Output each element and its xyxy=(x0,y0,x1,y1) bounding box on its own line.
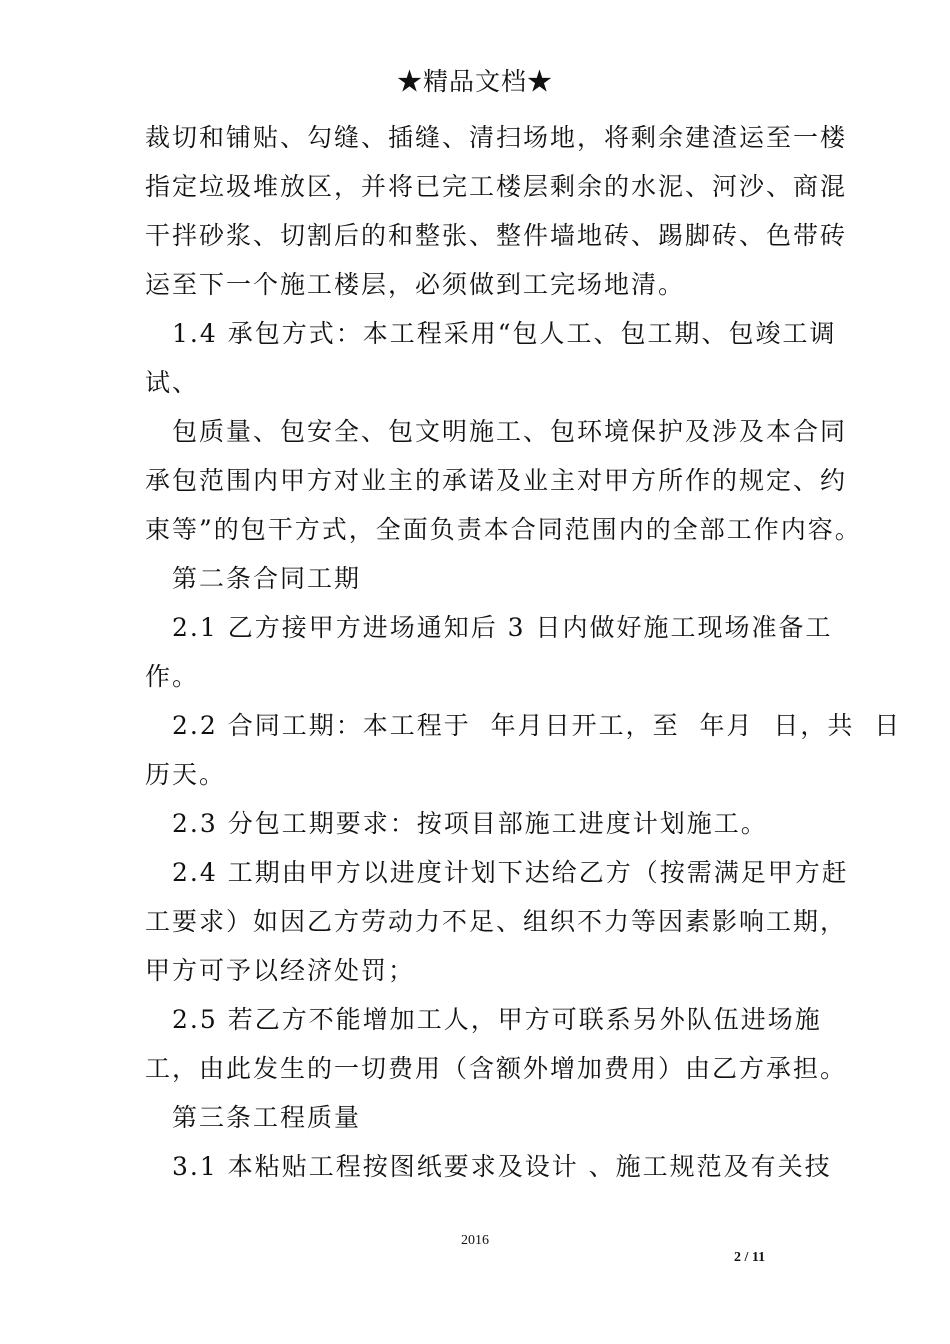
section-heading: 第二条合同工期 xyxy=(172,564,362,593)
text-line: 1.4 承包方式：本工程采用“包人工、包工期、包竣工调 xyxy=(172,319,837,348)
text-line: 工，由此发生的一切费用（含额外增加费用）由乙方承担。 xyxy=(145,1054,848,1083)
text-line: 2.5 若乙方不能增加工人，甲方可联系另外队伍进场施 xyxy=(172,1005,822,1034)
text-line: 2.1 乙方接甲方进场通知后 3 日内做好施工现场准备工 xyxy=(172,613,833,642)
text-line: 指定垃圾堆放区，并将已完工楼层剩余的水泥、河沙、商混 xyxy=(145,172,848,201)
document-body xyxy=(145,113,902,1191)
text-line: 运至下一个施工楼层，必须做到工完场地清。 xyxy=(145,270,686,299)
text-line: 作。 xyxy=(145,662,200,691)
document-header-title: ★精品文档★ xyxy=(396,67,553,96)
text-line: 干拌砂浆、切割后的和整张、整件墙地砖、踢脚砖、色带砖 xyxy=(145,221,848,250)
text-line: 承包范围内甲方对业主的承诺及业主对甲方所作的规定、约 xyxy=(145,466,848,495)
text-line: 工要求）如因乙方劳动力不足、组织不力等因素影响工期， xyxy=(145,907,848,936)
text-line: 2.2 合同工期：本工程于 年月日开工，至 年月 日，共 日 xyxy=(172,711,902,740)
text-line: 2.3 分包工期要求：按项目部施工进度计划施工。 xyxy=(172,809,768,838)
text-line: 3.1 本粘贴工程按图纸要求及设计 、施工规范及有关技 xyxy=(172,1152,832,1181)
text-line: 历天。 xyxy=(145,760,227,789)
text-line: 包质量、包安全、包文明施工、包环境保护及涉及本合同 xyxy=(172,417,848,446)
page-number: 2 / 11 xyxy=(734,1250,766,1265)
text-line: 束等”的包干方式，全面负责本合同范围内的全部工作内容。 xyxy=(145,515,862,544)
text-line: 甲方可予以经济处罚； xyxy=(145,956,416,985)
text-line: 2.4 工期由甲方以进度计划下达给乙方（按需满足甲方赶 xyxy=(172,858,849,887)
section-heading: 第三条工程质量 xyxy=(172,1103,362,1132)
text-line: 试、 xyxy=(145,368,200,397)
text-line: 裁切和铺贴、勾缝、插缝、清扫场地，将剩余建渣运至一楼 xyxy=(145,123,848,152)
footer-year: 2016 xyxy=(461,1233,489,1248)
